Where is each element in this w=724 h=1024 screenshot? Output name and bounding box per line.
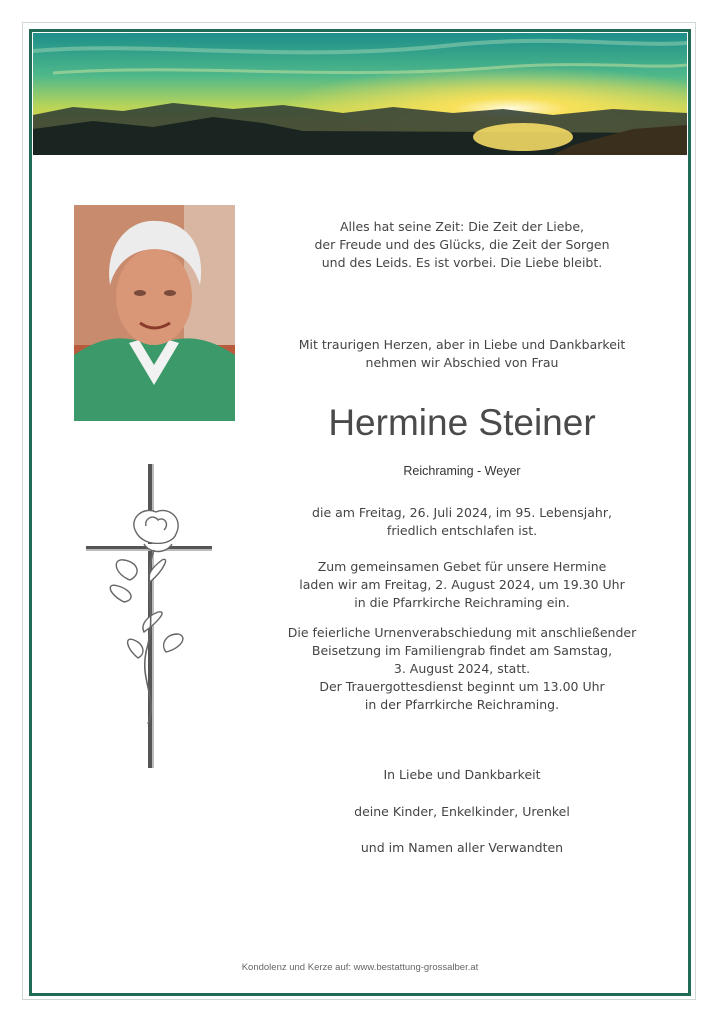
signature-line-2: deine Kinder, Enkelkinder, Urenkel [354, 804, 570, 819]
prayer-line: Zum gemeinsamen Gebet für unsere Hermine [317, 559, 607, 574]
funeral-line: 3. August 2024, statt. [393, 661, 531, 676]
announcement-intro [260, 336, 664, 372]
funeral-notice [260, 624, 664, 714]
prayer-notice [260, 558, 664, 612]
condolence-footer: Kondolenz und Kerze auf: www.bestattung-grossalber.at [241, 962, 479, 973]
portrait-photo [74, 205, 235, 421]
verse-line: und des Leids. Es ist vorbei. Die Liebe bleibt. [321, 255, 603, 270]
deceased-place: Reichraming - Weyer [403, 464, 521, 478]
funeral-line: Die feierliche Urnenverabschiedung mit anschließender [287, 625, 637, 640]
intro-line: nehmen wir Abschied von Frau [365, 355, 559, 370]
death-line: friedlich entschlafen ist. [386, 523, 538, 538]
intro-line: Mit traurigen Herzen, aber in Liebe und Dankbarkeit [298, 337, 626, 352]
verse-line: Alles hat seine Zeit: Die Zeit der Liebe, [339, 219, 585, 234]
verse-line: der Freude und des Glücks, die Zeit der Sorgen [314, 237, 610, 252]
memorial-verse [260, 218, 664, 272]
death-notice [260, 504, 664, 540]
funeral-line: in der Pfarrkirche Reichraming. [364, 697, 560, 712]
signature-line-3: und im Namen aller Verwandten [360, 840, 564, 855]
sunset-banner [33, 33, 687, 155]
deceased-name: Hermine Steiner [328, 402, 596, 443]
signature-line-1: In Liebe und Dankbarkeit [383, 767, 541, 782]
prayer-line: in die Pfarrkirche Reichraming ein. [354, 595, 570, 610]
funeral-line: Beisetzung im Familiengrab findet am Samstag, [311, 643, 613, 658]
cross-with-rose-ornament [84, 462, 216, 774]
prayer-line: laden wir am Freitag, 2. August 2024, um 19.30 Uhr [299, 577, 625, 592]
funeral-line: Der Trauergottesdienst beginnt um 13.00 Uhr [319, 679, 605, 694]
death-line: die am Freitag, 26. Juli 2024, im 95. Lebensjahr, [312, 505, 612, 520]
